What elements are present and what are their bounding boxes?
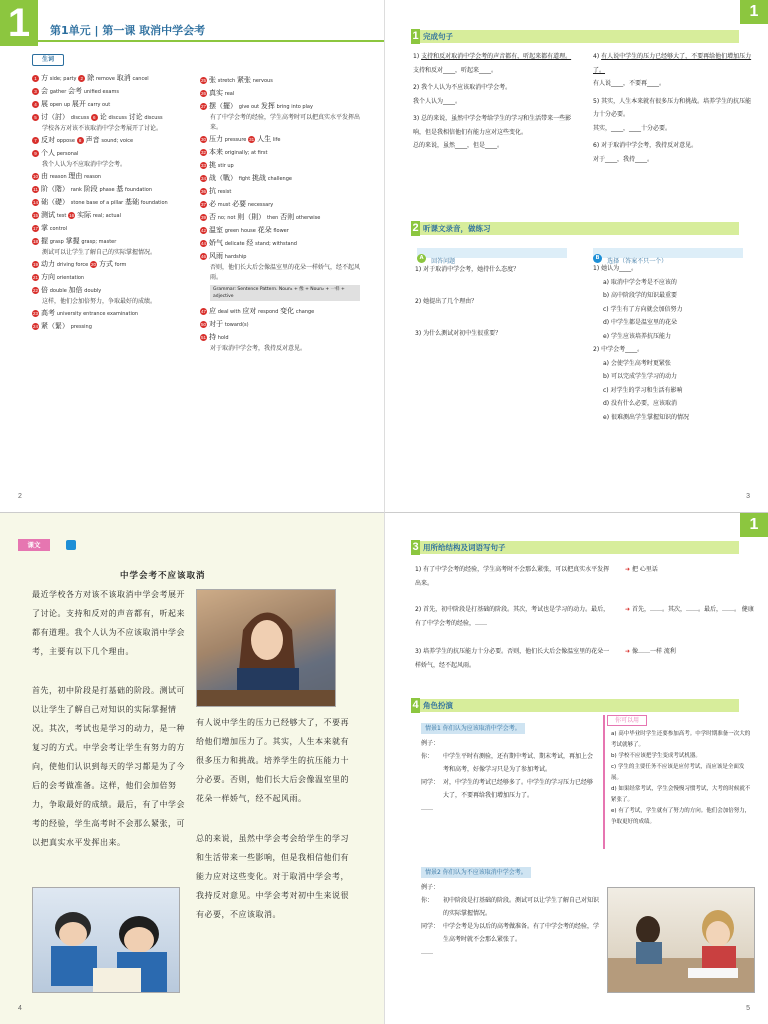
vocab-row: 11 阶（階） rank 阶段 phase 基 foundation [33, 185, 153, 193]
vocab-row: 37 必 must 必要 necessary [200, 200, 274, 208]
vocab-row: 5 讨（討） discuss 6 论 discuss 讨论 discuss [32, 111, 200, 124]
vocab-column-1 [32, 72, 200, 333]
vocab-row: 46 风雨 hardship [200, 252, 247, 260]
audio-icon[interactable] [66, 540, 76, 550]
exercise-item: 1) 支持和反对取消中学会考的声音都有，听起来都有道理。 支持和反对____，听起来____。 [413, 53, 572, 74]
section-title: 角色扮演 [423, 701, 453, 710]
page-number: 3 [746, 493, 750, 500]
page-3 [384, 0, 768, 512]
vocab-row: 50 对于 toward(s) [200, 320, 249, 328]
lesson-header [38, 14, 384, 42]
dialogue-line: 你： 中学生平时有测验，还有期中考试、期末考试，再加上会考和高考，好像学习只是为了参加考试。 [421, 753, 594, 773]
page-4 [0, 512, 384, 1024]
section-3-bar: 3 用所给结构及词语写句子 [411, 541, 739, 554]
vocab-row: 1 方 side; party 2 除 remove 取消 cancel [32, 72, 200, 85]
hint: ➜ 首先，……。其次，……。最后，……。 健康 [625, 606, 754, 613]
page-number: 4 [18, 1005, 22, 1012]
exercise-item: 5) 其实，人生本来就有很多压力和挑战。培养学生的抗压能力十分必要。 其实，____，____十分必要。 [593, 97, 752, 132]
question: 3) 为什么测试对初中生很重要？ [415, 330, 502, 337]
section-2-bar: 2 听课文录音，做练习 [411, 222, 739, 235]
exercise-column-left [413, 50, 573, 153]
dialogue-line: 你： 初中阶段是打基础的阶段。测试可以让学生了解自己对知识的实际掌握情况。 [421, 897, 600, 917]
vocab-row: 10 由 reason 理由 reason [32, 172, 102, 180]
scene-2-label: 情景2 你们认为不应该取消中学会考。 [421, 867, 531, 878]
vocab-column-2 [200, 74, 368, 354]
exercise-item: 3) 总的来说，虽然中学会考给学生的学习和生活带来一些影响，但是我相信他们有能力应对这些变化。 总的来说，虽然____，但是____。 [413, 115, 572, 149]
exercise-item: 6) 对于取消中学会考，我持反对意见。 对于____，我持____。 [593, 142, 698, 163]
scene-1-label: 情景1 你们认为应该取消中学会考。 [421, 723, 525, 734]
section-1-bar: 1 完成句子 [411, 30, 739, 43]
vocab-row: 26 真实 real [200, 89, 235, 97]
paragraph-2: 首先，初中阶段是打基础的阶段。测试可以让学生了解自己对知识的实际掌握情况。其次，考试也是学习的动力，是一种复习的方式。中学会考让学生有努力的方向，使他们认识到每天的学习都是为了今后的会考做准备。这样，他们会加倍努力，争取最好的成绩。最后，有了中学会考的经验，学生高考时不会那么紧张，可以把真实水平发挥出来。 [32, 686, 185, 847]
part-b-header: B 选择（答案不只一个） [593, 248, 743, 258]
paragraph-1: 最近学校各方对该不该取消中学会考展开了讨论。支持和反对的声音都有，听起来都有道理。我个人认为不应该取消中学会考，主要有以下几个理由。 [32, 590, 185, 656]
vocab-row: 33 挑 stir up [200, 161, 234, 169]
vocab-example: 对于取消中学会考，我持反对意见。 [210, 345, 307, 352]
vocab-example: 我个人认为不应取消中学会考。 [42, 161, 127, 168]
sentence-item: 2) 首先，初中阶段是打基础的阶段。其次，考试也是学习的动力。最后，有了中学会考的经验，…… [415, 606, 610, 627]
hint: ➜ 像……一样 流利 [625, 648, 676, 655]
scene-2-dialogue: 例子： 你： 初中阶段是打基础的阶段。测试可以让学生了解自己对知识的实际掌握情况。 同学： 中学会考是为以后的高考做准备。有了中学会考的经验，学生高考时就不会那么紧张了。 …… [421, 884, 600, 956]
dialogue-line: 同学： 对，中学生的考试已经够多了。中学生的学习压力已经够大了，不要再给我们增加压力了。 [421, 779, 594, 799]
vocab-row: 51 持 hold [200, 333, 229, 341]
vocab-row: 24 紧（緊） pressing [32, 322, 92, 330]
text-tag: 课文 [18, 539, 50, 551]
part-a-header: A 回答问题 [417, 248, 567, 258]
vocab-row: 19 动力 driving force 20 方式 form [32, 260, 127, 268]
vocab-row: 22 倍 double 加倍 doubly [32, 286, 102, 294]
lesson-title: 第1单元 | 第一课 取消中学会考 [50, 24, 206, 37]
exercise-column-right [593, 50, 753, 166]
section-title: 用所给结构及词语写句子 [423, 543, 506, 552]
part-b-questions: 1) 她认为____。 a) 取消中学会考是不应该的 b) 高中阶段学的知识最重要 c) 学生有了方向就会加倍努力 d) 中学生都是温室里的花朵 e) 学生应该培养抗压能力 2) 中学会考____。 a) 会使学生高考时更紧张 b) 可以完成学生学习的动力 c) 对学生的学习和生活有影响 d) 没有什么必要，应该取消 e) 很难测出学生掌握知识的情况 [593, 265, 689, 421]
reference-box [603, 715, 751, 849]
vocab-row: 42 温室 green house 花朵 flower [200, 226, 289, 234]
section-title: 听课文录音，做练习 [423, 224, 491, 233]
vocab-row: 18 握 grasp 掌握 grasp; master [32, 237, 117, 245]
vocab-row: 7 反对 oppose 8 声音 sound; voice [32, 134, 200, 147]
sentence-item: 1) 有了中学会考的经验，学生高考时不会那么紧张，可以把真实水平发挥出来。 [415, 566, 610, 587]
page-number: 2 [18, 493, 22, 500]
unit-badge: 1 [740, 513, 768, 537]
vocab-row: 47 应 deal with 应对 respond 变化 change [200, 307, 315, 315]
vocab-example: 这样，他们会加倍努力，争取最好的成绩。 [42, 298, 157, 305]
vocab-row: 23 高考 university entrance examination [32, 309, 139, 317]
exercise-item: 2) 我个人认为不应该取消中学会考。 我个人认为____。 [413, 84, 512, 105]
reference-list: a) 高中毕业时学生还要参加高考。中学时期准备一次大的考试就够了。 b) 学校不应该把学生变成考试机器。 c) 学生的主要任务不应该是应付考试，而应该是全面发展。 d) 如果经常考试，学生会慢慢习惯考试，大考的时候就不紧张了。 e) 有了考试，学生就有了努力的方向。他们会加倍努力，争取更好的成绩。 [611, 731, 751, 825]
students-reading-photo [32, 887, 180, 993]
text-title: 中学会考不应该取消 [120, 571, 206, 581]
vocab-row: 3 会 gather 会考 unified exams [32, 85, 200, 98]
sentence-items [415, 563, 615, 673]
unit-number: 1 [0, 0, 38, 46]
vocab-row: 25 张 stretch 紧张 nervous [200, 76, 273, 84]
vocab-row: 14 础（礎） stone base of a pillar 基础 foundation [32, 198, 168, 206]
vocab-row: 9 个人 personal [32, 147, 200, 160]
reference-title: 你可以用 [607, 715, 647, 726]
student-illustration [197, 590, 336, 707]
vocab-row: 39 否 no; not 则（則） then 否则 otherwise [200, 213, 321, 221]
vocab-row: 34 战（戰） fight 挑战 challenge [200, 174, 292, 182]
vocab-example: 测试可以让学生了解自己的实际掌握情况。 [42, 249, 157, 256]
page-5 [384, 512, 768, 1024]
hint-column [625, 563, 755, 659]
paragraph-3: 有人说中学生的压力已经够大了，不要再给他们增加压力了。其实，人生本来就有很多压力和挑战。培养学生的抗压能力十分必要。否则，他们长大后会像温室里的花朵一样娇气，经不起风雨。 [196, 718, 349, 803]
vocab-row: 27 摆（擺） give out 发挥 bring into play [200, 102, 313, 110]
part-a-questions [415, 262, 575, 342]
dialogue-line: 同学： 中学会考是为以后的高考做准备。有了中学会考的经验，学生高考时就不会那么紧张了。 [421, 923, 600, 943]
hint: ➜ 把 心里话 [625, 566, 658, 573]
vocab-row: 4 展 open up 展开 carry out [32, 98, 200, 111]
vocab-row: 17 掌 control [32, 224, 68, 232]
classroom-photo [196, 589, 336, 707]
exercise-item: 4) 有人说中学生的压力已经够大了，不要再给他们增加压力了。 有人说____，不要再____。 [593, 53, 752, 87]
question: 2) 她提出了几个理由？ [415, 298, 478, 305]
unit-badge: 1 [740, 0, 768, 24]
exam-room-photo [607, 887, 755, 993]
scene-1-dialogue: 例子： 你： 中学生平时有测验，还有期中考试、期末考试，再加上会考和高考，好像学习只是为了参加考试。 同学： 对，中学生的考试已经够多了。中学生的学习压力已经够大了，不要再给我们增加压力了。 …… [421, 737, 597, 815]
vocab-example: 否则，他们长大后会像温室里的花朵一样娇气，经不起风雨。 [210, 264, 361, 281]
vocab-example: 有了中学会考的经验，学生高考时可以把真实水平发挥出来。 [210, 114, 361, 131]
page-2 [0, 0, 384, 512]
section-4-bar: 4 角色扮演 [411, 699, 739, 712]
vocab-row: 21 方向 orientation [32, 273, 85, 281]
section-title: 完成句子 [423, 32, 453, 41]
vocab-row: 36 抗 resist [200, 187, 232, 195]
exam-illustration [608, 888, 755, 993]
grammar-box: Grammar: Sentence Pattern. Noun₁ + 像 + Noun₂ + 一样 + adjective [210, 285, 360, 301]
vocab-row: 15 测试 test 16 实际 real; actual [32, 211, 122, 219]
vocab-row: 30 压力 pressure 31 人生 life [200, 135, 281, 143]
vocab-row: 32 本来 originally; at first [200, 148, 268, 156]
reading-illustration [33, 888, 180, 993]
page-number: 5 [746, 1005, 750, 1012]
sentence-item: 3) 培养学生的抗压能力十分必要。否则，他们长大后会像温室里的花朵一样娇气，经不起风雨。 [415, 648, 610, 669]
vocab-row: 44 娇气 delicate 经 stand; withstand [200, 239, 297, 247]
question: 1) 对于取消中学会考，她持什么态度？ [415, 266, 520, 273]
vocab-tag: 生词 [32, 54, 64, 66]
paragraph-4: 总的来说，虽然中学会考会给学生的学习和生活带来一些影响，但是我相信他们有能力应对这些变化。对于取消中学会考，我持反对意见。中学会考对初中生来说很有必要，不应该取消。 [196, 834, 349, 919]
vocab-example: 学校各方对该不该取消中学会考展开了讨论。 [42, 125, 163, 132]
